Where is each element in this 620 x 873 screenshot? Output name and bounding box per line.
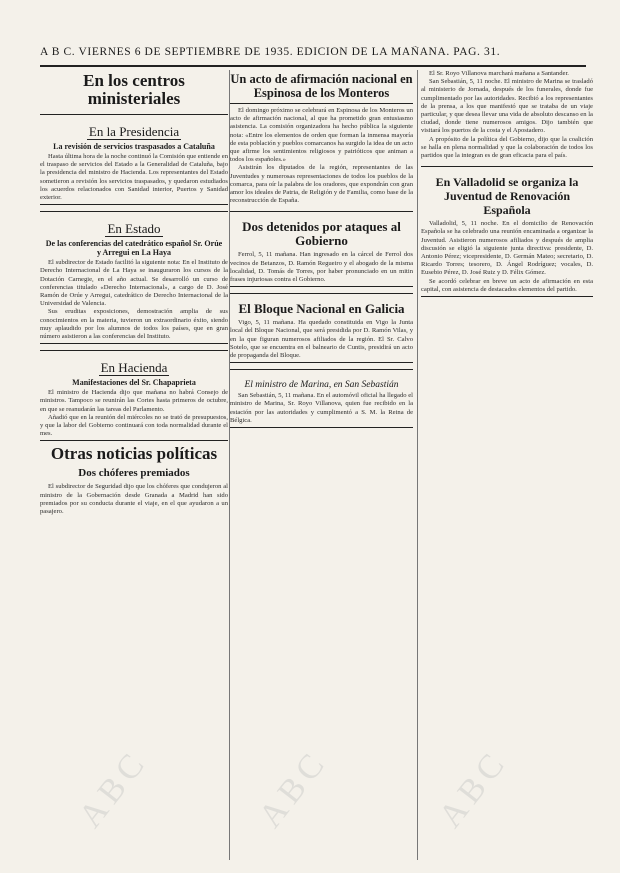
hacienda-kicker: Manifestaciones del Sr. Chapaprieta (72, 378, 196, 388)
valladolid-body: Valladolid, 5, 11 noche. En el domicilio de Renovación Española se ha celebrado una reunión encaminada a organizar la Juventud. Asistieron numerosos afiliados y después de amplia discusión se eligió la siguiente junta directiva: presidente, D. Antonio Pérez; vicepresidente, D. Germán Mateo; secretario, D. Ricardo Torres; tesorero, D. Ángel Rodríguez; vocales, D. Eusebio Pérez, D. José Ruiz y D. Félix Gómez. (421, 220, 593, 277)
abc-watermark-3: ABC (431, 742, 516, 835)
espinosa-headline: Un acto de afirmación nacional en Espinosa de los Monteros (230, 72, 413, 100)
valladolid-head: En Valladolid se organiza la Juventud de Renovación Española (435, 175, 579, 218)
estado-body-2: Sus eruditas exposiciones, demostración amplia de sus conocimientos en la materia, tuvieron un extraordinario éxito, siendo muy aplaudido por los alumnos de todos los países, que en gran número asistieron a las conferencias del Instituto. (40, 308, 228, 341)
presidencia-head: En la Presidencia (88, 124, 180, 139)
choferes-body: El subdirector de Seguridad dijo que los chóferes que condujeron al ministro de la Gobernación desde Granada a Madrid han sido premiados por su conducta durante el viaje, en el que ayudaron a un pasajero. (40, 483, 228, 516)
centros-ministeriales-headline: En los centros ministeriales (83, 71, 185, 108)
header-rule (40, 65, 586, 67)
presidencia-kicker: La revisión de servicios traspasados a Cataluña (53, 142, 215, 151)
bloque-head: El Bloque Nacional en Galicia (238, 301, 405, 317)
presidencia-body: Hasta última hora de la noche continuó la Comisión que entiende en el traspaso de servicios del Estado a la Generalidad de Cataluña, bajo la presidencia del ministro de Hacienda. Los representantes del Estado sometieron a revisión los servicios traspasados, y quedaron estudiados los acuerdos relacionados con Sanidad interior, Puertos y Sanidad exterior. (40, 153, 228, 202)
estado-body: El subdirector de Estado facilitó la siguiente nota: En el Instituto de Derecho Internacional de La Haya se inauguraron los cursos de la Dotación Carnegie, en el año actual. Se desarrolló un curso de conferencias titulado «Derecho Internacional», a cargo de D. José Ramón de Orúe y Arregui, catedrático de Derecho Internacional de la Universidad de Valencia. (40, 259, 228, 308)
espinosa-rule (230, 103, 413, 104)
hacienda-body: El ministro de Hacienda dijo que mañana no habrá Consejo de ministros. Tampoco se reunirán las Cortes hasta primeros de octubre, en que se reanudarán las tareas del Parlamento. (40, 389, 228, 413)
marina-head: El ministro de Marina, en San Sebastián (244, 380, 399, 391)
espinosa-body-2: Asistirán los diputados de la región, representantes de las Juventudes y numerosas representaciones de todos los pueblos de la comarca, para oír la palabra de los oradores, que expondrán con gran amor los ideales de Patria, de Religión y de Familia, como base de la reconstrucción de España. (230, 164, 413, 205)
marina-cont-body-2: San Sebastián, 5, 11 noche. El ministro de Marina se trasladó al ministerio de Jornada, después de los funerales, donde fue cumplimentado por las autoridades. Recibió a los representantes de la prensa, a los que manifestó que se trataba de un viaje particular, y que desea llevar una vida de absoluto descanso en la ciudad, donde tiene numerosos amigos. Dijo también que visitará los puertos de la costa y el Apostadero. (421, 78, 593, 135)
column-1 (40, 70, 228, 860)
presidencia-section (40, 114, 228, 205)
marina-cont-body-3: A propósito de la política del Gobierno, dijo que la coalición se halla en plena normalidad y que la colaboración de todos los partidos que la integran es de gran eficacia para el país. (421, 135, 593, 160)
marina-body: San Sebastián, 5, 11 mañana. En el automóvil oficial ha llegado el ministro de Marina, Sr. Royo Villanova, quien fue recibido en la estación por las autoridades y cumplimentó a S. M. la Reina de Bélgica. (230, 392, 413, 424)
estado-section (40, 211, 228, 344)
detenidos-body: Ferrol, 5, 11 mañana. Han ingresado en la cárcel de Ferrol dos vecinos de Betanzos, D. Ramón Regueiro y el abogado de la misma localidad, D. Tomás de Torres, por haber pronunciado en un mitin frases injuriosas contra el Gobierno. (230, 251, 413, 284)
otras-noticias-headline: Otras noticias políticas (50, 444, 218, 464)
hacienda-section (40, 350, 228, 441)
estado-kicker: De las conferencias del catedrático español Sr. Orúe y Arregui en La Haya (45, 239, 223, 258)
page-header (40, 46, 580, 64)
page-header-text: A B C. VIERNES 6 DE SEPTIEMBRE DE 1935. EDICION DE LA MAÑANA. PAG. 31. (40, 46, 501, 58)
hacienda-head: En Hacienda (100, 360, 168, 376)
valladolid-section (421, 166, 593, 297)
column-rule-2 (417, 70, 418, 860)
marina-section (230, 369, 413, 428)
marina-cont-body: El Sr. Royo Villanova marchará mañana a Santander. (429, 70, 569, 77)
column-2 (230, 70, 413, 860)
choferes-head: Dos chóferes premiados (78, 467, 190, 480)
bloque-body: Vigo, 5, 11 mañana. Ha quedado constituida en Vigo la Junta local del Bloque Nacional, que será presidida por D. Ramón Vilas, y en la que figuran numerosos afiliados de la región. El Sr. Calvo Sotelo, que se encuentra en el balneario de Cuntis, presidirá un acto de propaganda del Bloque. (230, 319, 413, 360)
hacienda-body-2: Añadió que en la reunión del miércoles no se trató de presupuestos, y que la labor del Gobierno continuará con toda normalidad durante el mes. (40, 413, 228, 438)
abc-watermark-2: ABC (251, 742, 336, 835)
detenidos-section (230, 211, 413, 287)
espinosa-body: El domingo próximo se celebrará en Espinosa de los Monteros un acto de afirmación nacional, al que ha prometido gran entusiasmo asistencia. La comisión organizadora ha hecho pública la siguiente nota: «Entre los elementos de orden que forman la inmensa mayoría de esta población y pueblos comarcanos ha surgido la idea de un acto que afirme los sentimientos religiosos y patrióticos que animan a todos los españoles.» (230, 107, 413, 164)
valladolid-body-2: Se acordó celebrar en breve un acto de afirmación en esta capital, con asistencia de destacados elementos del partido. (421, 277, 593, 293)
detenidos-head: Dos detenidos por ataques al Gobierno (242, 219, 401, 249)
bloque-section (230, 293, 413, 363)
column-3 (421, 70, 593, 860)
abc-watermark-1: ABC (71, 742, 156, 835)
estado-head: En Estado (107, 221, 161, 237)
